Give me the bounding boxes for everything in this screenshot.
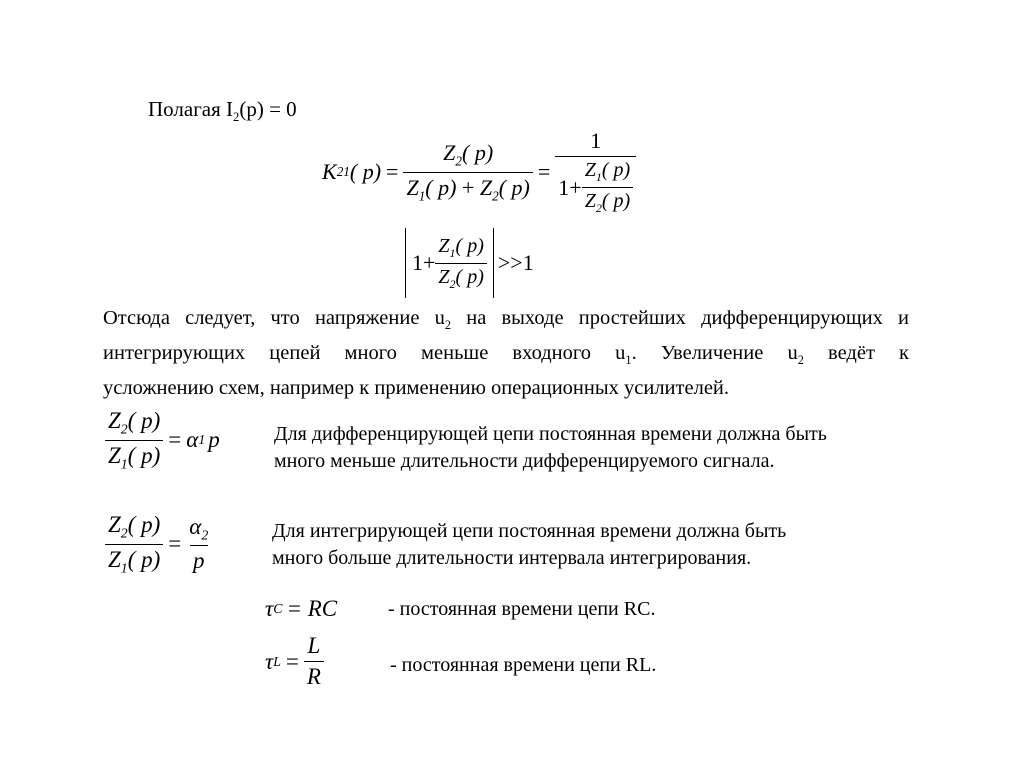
- intro-arg: (p) = 0: [239, 97, 297, 121]
- fraction-numerator: $Z_2$( p): [443, 140, 494, 169]
- integ-fraction: $\frac{Z_2( p)}{Z_1( p)}$: [105, 512, 163, 576]
- paragraph-line-3: усложнению схем, например к применению операционных усилителей.: [103, 377, 730, 400]
- tau-c-desc: - постоянная времени цепи RC.: [388, 598, 656, 620]
- intro-label: Полагая: [148, 97, 221, 121]
- much-greater: >>1: [497, 250, 534, 275]
- fraction-simplified: [555, 128, 636, 216]
- k-symbol: K: [322, 159, 337, 184]
- tau-c-formula: τ C = RC: [265, 596, 338, 621]
- k-sub: 21: [336, 164, 350, 179]
- diff-fraction: $\frac{Z_2( p)}{Z_1( p)}$: [105, 408, 163, 472]
- intro-line: [148, 96, 297, 131]
- alpha-2-fraction: $\frac{\alpha_2}{p}$: [189, 513, 209, 574]
- k-arg: ( p): [349, 159, 382, 184]
- paragraph: [103, 304, 909, 402]
- intro-symbol: I: [226, 97, 234, 121]
- fraction-simplified-den: 1 + $\frac{Z_1( p)}{Z_2( p)}$: [555, 156, 636, 216]
- one: 1: [590, 128, 602, 153]
- diff-formula: $\frac{Z_2( p)}{Z_1( p)}$ = α 1 p: [105, 408, 220, 472]
- integ-text: Для интегрирующей цепи постоянная времени должна быть много больше длительности интервала интегрирования.: [272, 520, 787, 569]
- fraction-denominator: $Z_1$( $p) + Z_2$( p): [403, 172, 532, 204]
- paragraph-line-2: интегрирующих цепей много меньше входного $u_1$. Увеличение $u_2$ ведёт к: [103, 342, 909, 368]
- intro-sub: 2: [233, 110, 240, 125]
- alpha-1: α: [186, 427, 199, 453]
- integ-formula: $\frac{Z_2( p)}{Z_1( p)}$ = $\frac{\alpha_2}{p}$: [105, 512, 211, 576]
- fraction-main: [403, 140, 532, 204]
- condition-formula: [405, 228, 534, 298]
- tau-l-formula: τ L = $\frac{L}{R}$: [265, 633, 324, 690]
- tau-l-desc: - постоянная времени цепи RL.: [390, 654, 657, 676]
- transfer-function-formula: [322, 128, 636, 216]
- equals-sign-2: =: [537, 159, 551, 184]
- paragraph-line-1: Отсюда следует, что напряжение $u_2$ на выходе простейших дифференцирующих и: [103, 307, 910, 333]
- diff-text: Для дифференцирующей цепи постоянная времени должна быть много меньше длительности дифференцируемого сигнала.: [274, 423, 827, 472]
- equals-sign: =: [386, 159, 399, 184]
- absolute-value: 1 + $\frac{Z_1( p)}{Z_2( p)}$: [405, 228, 494, 298]
